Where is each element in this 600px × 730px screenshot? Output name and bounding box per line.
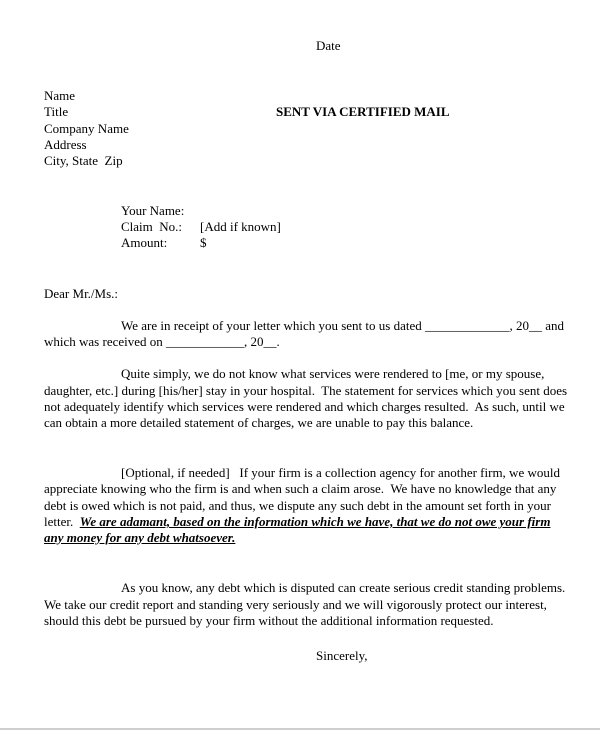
delivery-note: SENT VIA CERTIFIED MAIL: [276, 104, 450, 119]
paragraph1-line1: We are in receipt of your letter which you sent to us dated _____________, 20__ and: [121, 318, 565, 333]
paragraph4-line2: We take our credit report and standing very seriously and we will vigorously protect our interest,: [44, 597, 547, 612]
recipient-company: Company Name: [44, 121, 129, 136]
paragraph2-line2: daughter, etc.] during [his/her] stay in your hospital. The statement for services which you sent does: [44, 383, 568, 398]
paragraph2-line3: not adequately identify which services were rendered and which charges resulted. As such, until we: [44, 399, 565, 414]
salutation: Dear Mr./Ms.:: [44, 286, 119, 301]
reference-amount-value: $: [200, 235, 207, 250]
letter-date: Date: [316, 38, 341, 53]
recipient-name: Name: [44, 88, 76, 103]
reference-claim-label: Claim No.:: [121, 219, 183, 234]
paragraph2-line1: Quite simply, we do not know what services were rendered to [me, or my spouse,: [121, 366, 545, 381]
paragraph3-line4-prefix: letter.: [44, 514, 80, 529]
adamant-statement: We are adamant, based on the information which we have, that we do not owe your firm: [79, 514, 551, 529]
recipient-city-state-zip: City, State Zip: [44, 153, 123, 168]
reference-amount-label: Amount:: [121, 235, 168, 250]
paragraph1-line2: which was received on ____________, 20__.: [44, 334, 280, 349]
paragraph3-line4: [44, 514, 550, 530]
paragraph2-line4: can obtain a more detailed statement of charges, we are unable to pay this balance.: [44, 415, 474, 430]
paragraph4-line1: As you know, any debt which is disputed can create serious credit standing problems.: [121, 580, 566, 595]
recipient-address: Address: [44, 137, 87, 152]
reference-claim-value: [Add if known]: [200, 219, 281, 234]
adamant-statement-continued: any money for any debt whatsoever.: [44, 530, 236, 545]
closing: Sincerely,: [316, 648, 368, 663]
paragraph3-line3: debt is owed which is not paid, and thus, we dispute any such debt in the amount set forth in your: [44, 498, 551, 513]
paragraph3-line1: [Optional, if needed] If your firm is a collection agency for another firm, we would: [121, 465, 560, 480]
reference-your-name: Your Name:: [121, 203, 185, 218]
paragraph3-line2: appreciate knowing who the firm is and when such a claim arose. We have no knowledge that any: [44, 481, 557, 496]
paragraph4-line3: should this debt be pursued by your firm without the additional information requested.: [44, 613, 494, 628]
recipient-title: Title: [44, 104, 69, 119]
